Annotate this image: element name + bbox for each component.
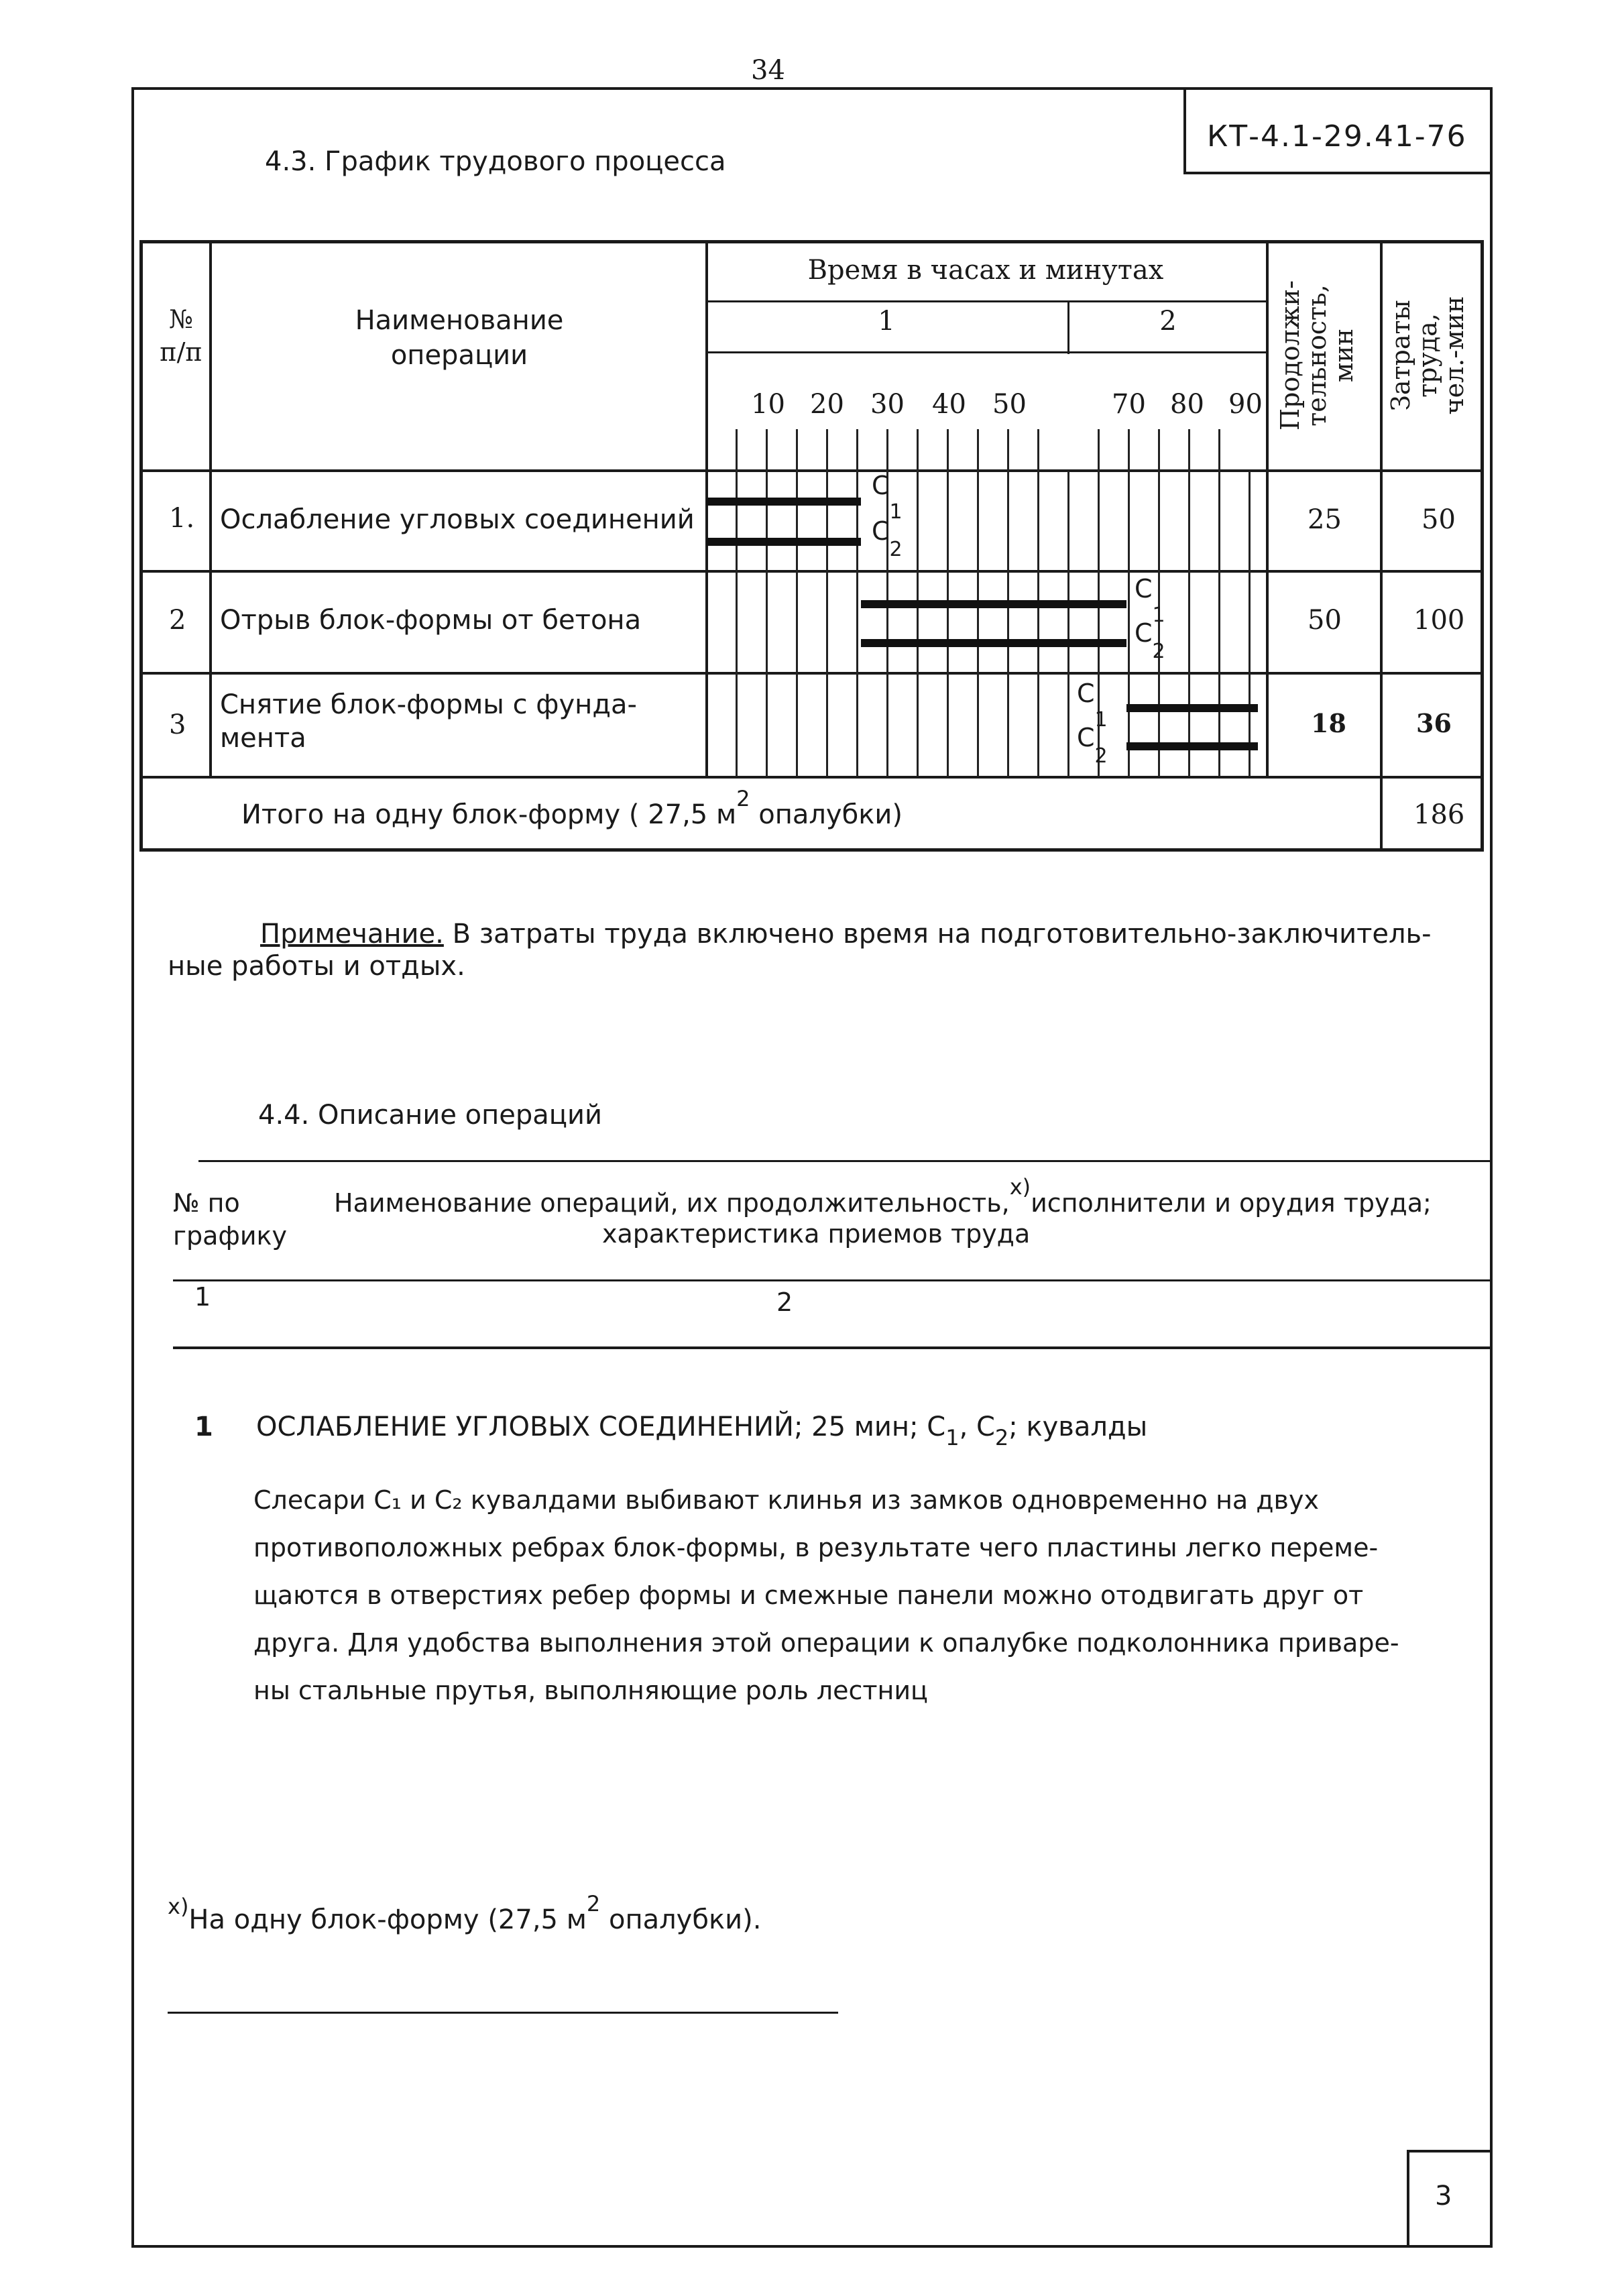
tick-label: 10 <box>751 389 785 420</box>
row-operation-name: Ослабление угловых соединений <box>220 504 695 535</box>
row-operation-name: Отрыв блок-формы от бетона <box>220 605 642 636</box>
row-labor: 36 <box>1416 708 1452 738</box>
ops-col1-number: 1 <box>194 1282 211 1312</box>
worker-label: $С_2$ <box>872 516 903 561</box>
frame-bottom <box>131 2245 1493 2248</box>
row-num: 1. <box>169 503 195 534</box>
worker-label: $С_1$ <box>1135 574 1165 627</box>
row-labor: 50 <box>1422 504 1456 535</box>
note-continuation: ные работы и отдых. <box>168 951 465 982</box>
row-num: 2 <box>169 605 186 636</box>
description-line: ны стальные прутья, выполняющие роль лестниц <box>253 1676 928 1705</box>
row-operation-name: Снятие блок-формы с фунда- мента <box>220 689 637 754</box>
row-duration: 50 <box>1308 605 1342 636</box>
row-duration: 18 <box>1311 708 1346 738</box>
ops-col1-header: № по графику <box>173 1188 287 1251</box>
gantt-bar-c2 <box>861 639 1126 647</box>
header-hour-1: 1 <box>878 306 895 337</box>
corner-number: 3 <box>1435 2181 1452 2212</box>
ops-col2-header: Наименование операций, их продолжительность,$^{х)}$исполнители и орудия труда; <box>334 1174 1432 1218</box>
header-time: Время в часах и минутах <box>807 255 1164 286</box>
ops-col2-number: 2 <box>776 1287 793 1317</box>
description-line: друга. Для удобства выполнения этой операции к опалубке подколонника приваре- <box>253 1628 1399 1658</box>
gantt-bar-c1 <box>861 600 1126 608</box>
row-duration: 25 <box>1308 504 1342 535</box>
row-labor: 100 <box>1413 605 1465 636</box>
note: Примечание. В затраты труда включено время на подготовительно-заключитель- <box>260 919 1432 950</box>
header-hour-2: 2 <box>1159 306 1177 337</box>
worker-label: $С_1$ <box>1077 679 1108 732</box>
tick-label: 50 <box>992 389 1027 420</box>
description-line: Слесари С₁ и С₂ кувалдами выбивают клинья из замков одновременно на двух <box>253 1485 1319 1515</box>
ops-col2-header-line2: характеристика приемов труда <box>602 1219 1031 1249</box>
row-num: 3 <box>169 709 186 740</box>
footnote: $^{х)}$На одну блок-форму (27,5 $м^2$ опалубки). <box>168 1891 762 1935</box>
gantt-bar-c2 <box>707 538 861 546</box>
tick-label: 80 <box>1170 389 1204 420</box>
worker-label: $С_2$ <box>1077 723 1108 768</box>
tick-label: 90 <box>1228 389 1263 420</box>
page-number: 34 <box>751 55 785 86</box>
description-line: противоположных ребрах блок-формы, в результате чего пластины легко переме- <box>253 1533 1379 1562</box>
header-duration: Продолжи- тельность, мин <box>1275 280 1358 431</box>
gantt-bar-c1 <box>1126 704 1258 712</box>
frame-right <box>1490 87 1493 2248</box>
tick-label: 70 <box>1112 389 1146 420</box>
worker-label: $С_2$ <box>1135 618 1165 663</box>
doc-code: КТ-4.1-29.41-76 <box>1207 119 1467 154</box>
section-4-3-title: 4.3. График трудового процесса <box>265 146 726 177</box>
header-labor: Затраты труда, чел.-мин <box>1386 296 1469 415</box>
operation-number: 1 <box>194 1412 213 1442</box>
frame-left <box>131 87 134 2248</box>
header-operation-name: Наименование операции <box>355 305 564 371</box>
section-4-4-title: 4.4. Описание операций <box>258 1100 603 1131</box>
header-num: № п/п <box>160 304 202 367</box>
gantt-bar-c2 <box>1126 742 1258 750</box>
gantt-bar-c1 <box>707 498 861 506</box>
description-line: щаются в отверстиях ребер формы и смежные панели можно отодвигать друг от <box>253 1581 1364 1610</box>
tick-label: 30 <box>870 389 905 420</box>
worker-label: $С_1$ <box>872 471 903 524</box>
total-value: 186 <box>1413 799 1465 830</box>
tick-label: 20 <box>810 389 844 420</box>
operation-heading: ОСЛАБЛЕНИЕ УГЛОВЫХ СОЕДИНЕНИЙ; 25 мин; $С_1$, $С_2$; кувалды <box>256 1412 1148 1450</box>
tick-label: 40 <box>932 389 966 420</box>
total-label: Итого на одну блок-форму ( 27,5 $м^2$ опалубки) <box>241 786 903 830</box>
